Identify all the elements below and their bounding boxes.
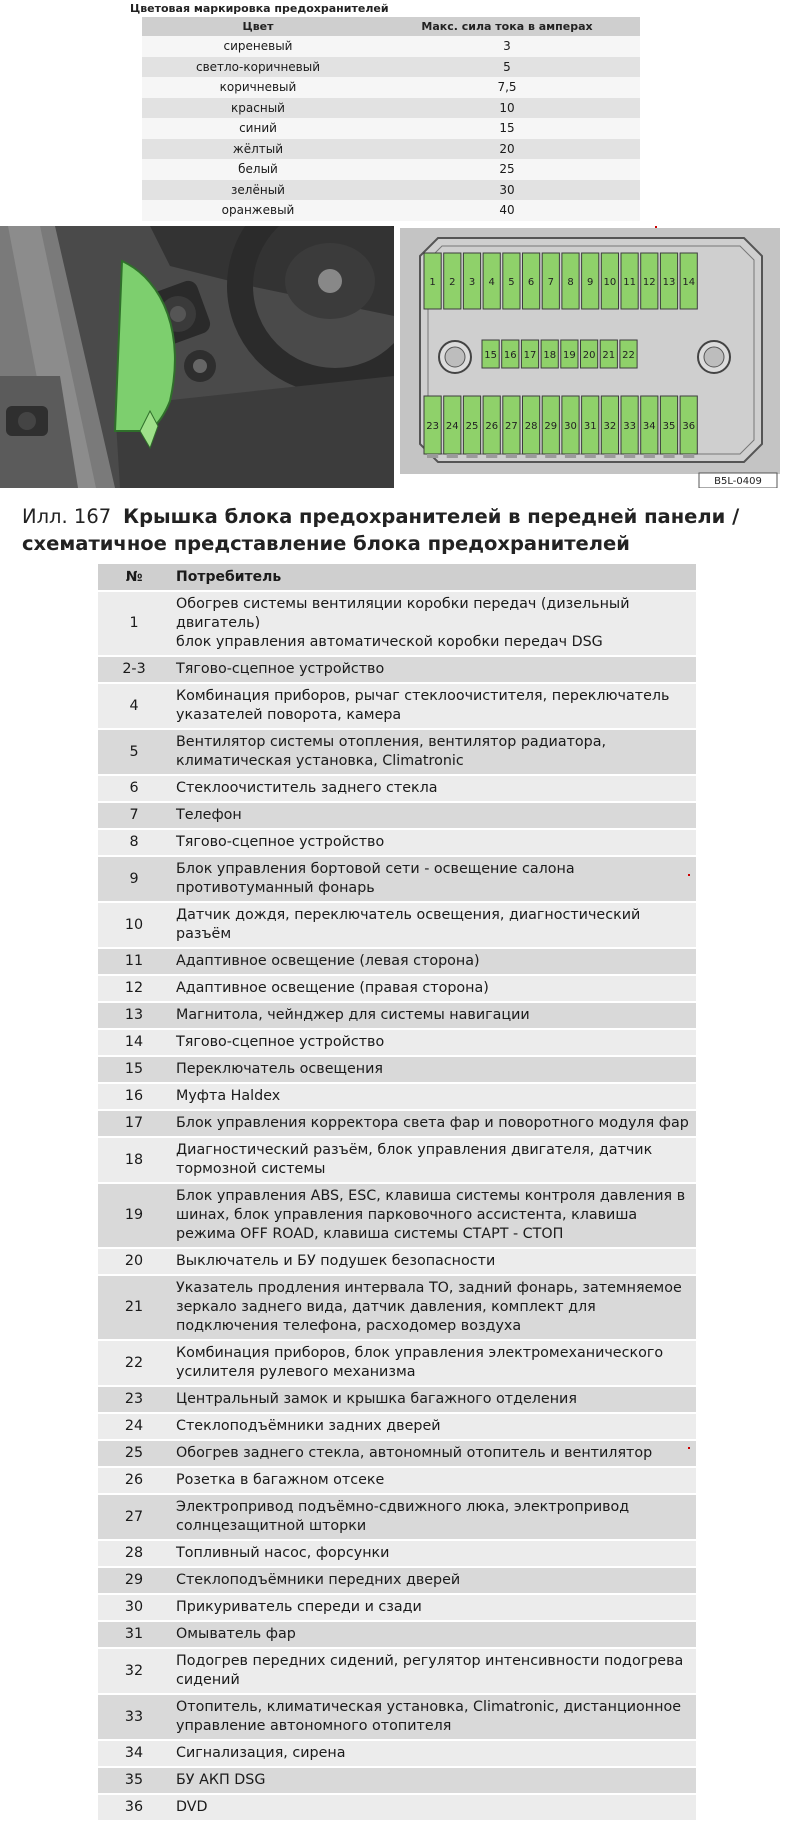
amperage-cell: 25	[374, 159, 640, 180]
fuse-row	[98, 1248, 696, 1275]
color-name-cell: сиреневый	[142, 36, 374, 57]
fuse-consumer-cell: Телефон	[170, 802, 696, 829]
fuse-number-cell: 36	[98, 1794, 170, 1821]
fuse-slot	[561, 340, 578, 368]
amperage-cell: 3	[374, 36, 640, 57]
fuse-number-label: 30	[564, 421, 577, 432]
fuse-consumer-cell: БУ АКП DSG	[170, 1767, 696, 1794]
fuse-slot	[424, 253, 441, 309]
fuse-slot	[641, 253, 658, 309]
fuse-slot	[562, 253, 579, 309]
dashboard-illustration	[0, 226, 394, 488]
fuse-number-label: 34	[642, 421, 656, 432]
fuse-slot	[483, 253, 500, 309]
fuse-number-label: 25	[465, 421, 479, 432]
fuse-box-schematic	[398, 226, 782, 488]
fuse-number-label: 15	[484, 350, 497, 361]
color-header-amps: Макс. сила тока в амперах	[374, 17, 640, 36]
fuse-row	[98, 1110, 696, 1137]
fuse-number-label: 4	[488, 277, 495, 288]
fuse-slot	[502, 340, 519, 368]
fuse-number-label: 22	[622, 350, 635, 361]
fuse-slot	[601, 396, 618, 454]
figure-title: Крышка блока предохранителей в передней панели / схематичное представление блока предохранителей	[22, 505, 740, 555]
fuse-consumer-cell: Блок управления ABS, ESC, клавиша системы контроля давления в шинах, блок управления парковочного ассистента, клавиша режима OFF ROAD, клавиша системы СТАРТ - СТОП	[170, 1183, 696, 1248]
fuse-number-cell: 22	[98, 1340, 170, 1386]
fuse-number-cell: 12	[98, 975, 170, 1002]
fuse-slot	[503, 396, 520, 454]
fuse-slot	[581, 340, 598, 368]
fuse-number-cell: 5	[98, 729, 170, 775]
print-mark	[655, 226, 657, 228]
fuse-number-label: 21	[602, 350, 616, 361]
fuse-row	[98, 1648, 696, 1694]
fuse-slot	[521, 340, 538, 368]
fuse-consumer-cell: Тягово-сцепное устройство	[170, 829, 696, 856]
fuse-number-cell: 7	[98, 802, 170, 829]
color-row	[142, 180, 640, 201]
fuse-slot	[621, 253, 638, 309]
color-name-cell: оранжевый	[142, 200, 374, 221]
fuse-row	[98, 1440, 696, 1467]
fuse-number-cell: 1	[98, 591, 170, 656]
amperage-cell: 40	[374, 200, 640, 221]
fuse-row	[98, 1137, 696, 1183]
fuse-row	[98, 1275, 696, 1340]
fuse-number-cell: 23	[98, 1386, 170, 1413]
fuse-number-label: 1	[429, 277, 436, 288]
color-name-cell: белый	[142, 159, 374, 180]
color-table-header	[142, 17, 640, 36]
fuse-number-cell: 30	[98, 1594, 170, 1621]
fuse-consumer-cell: Комбинация приборов, рычаг стеклоочистителя, переключатель указателей поворота, камера	[170, 683, 696, 729]
fuse-consumer-cell: Обогрев системы вентиляции коробки передач (дизельный двигатель) блок управления автоматической коробки передач DSG	[170, 591, 696, 656]
fuse-consumer-cell: Магнитола, чейнджер для системы навигации	[170, 1002, 696, 1029]
fuse-number-cell: 14	[98, 1029, 170, 1056]
fuse-slot	[424, 396, 441, 454]
fuse-number-label: 27	[505, 421, 518, 432]
fuse-row	[98, 1740, 696, 1767]
fuse-number-cell: 17	[98, 1110, 170, 1137]
fuse-number-cell: 20	[98, 1248, 170, 1275]
fuse-row	[98, 1794, 696, 1821]
fuse-slot	[641, 396, 658, 454]
amperage-cell: 5	[374, 57, 640, 78]
fuse-row	[98, 1386, 696, 1413]
fuse-number-label: 31	[583, 421, 597, 432]
fuse-number-cell: 8	[98, 829, 170, 856]
fuse-slot	[680, 253, 697, 309]
fuse-header-number: №	[98, 564, 170, 591]
fuse-row	[98, 975, 696, 1002]
color-row	[142, 139, 640, 160]
fuse-slot	[482, 340, 499, 368]
fuse-number-label: 17	[523, 350, 537, 361]
fuse-number-label: 5	[508, 277, 515, 288]
fuse-number-label: 13	[662, 277, 676, 288]
fuse-consumer-cell: Указатель продления интервала ТО, задний фонарь, затемняемое зеркало заднего вида, датчик давления, комплект для подключения телефона, расходомер воздуха	[170, 1275, 696, 1340]
fuse-number-label: 11	[623, 277, 636, 288]
fuse-consumer-cell: Розетка в багажном отсеке	[170, 1467, 696, 1494]
fuse-consumer-cell: DVD	[170, 1794, 696, 1821]
color-table-title: Цветовая маркировка предохранителей	[130, 2, 389, 15]
fuse-row	[98, 1056, 696, 1083]
fuse-number-cell: 24	[98, 1413, 170, 1440]
color-row	[142, 159, 640, 180]
color-name-cell: жёлтый	[142, 139, 374, 160]
fuse-consumer-cell: Комбинация приборов, блок управления электромеханического усилителя рулевого механизма	[170, 1340, 696, 1386]
figure-label: Илл. 167	[22, 505, 112, 528]
fuse-row	[98, 1029, 696, 1056]
amperage-cell: 30	[374, 180, 640, 201]
fuse-slot	[621, 396, 638, 454]
fuse-consumer-cell: Стеклоочиститель заднего стекла	[170, 775, 696, 802]
fuse-number-label: 14	[682, 277, 696, 288]
color-name-cell: светло-коричневый	[142, 57, 374, 78]
fuse-consumer-cell: Тягово-сцепное устройство	[170, 1029, 696, 1056]
fuse-number-label: 35	[662, 421, 676, 432]
color-row	[142, 36, 640, 57]
amperage-cell: 15	[374, 118, 640, 139]
fuse-number-cell: 11	[98, 948, 170, 975]
fuse-table-header	[98, 564, 696, 591]
fuse-assignment-table	[98, 564, 696, 1822]
fuse-row	[98, 829, 696, 856]
fuse-number-label: 6	[527, 277, 535, 288]
fuse-number-cell: 21	[98, 1275, 170, 1340]
fuse-slot	[542, 253, 559, 309]
fuse-consumer-cell: Прикуриватель спереди и сзади	[170, 1594, 696, 1621]
fuse-consumer-cell: Стеклоподъёмники задних дверей	[170, 1413, 696, 1440]
fuse-consumer-cell: Датчик дождя, переключатель освещения, диагностический разъём	[170, 902, 696, 948]
fuse-slot	[582, 253, 599, 309]
fuse-number-label: 7	[547, 277, 554, 288]
fuse-slot	[601, 253, 618, 309]
fuse-number-cell: 2-3	[98, 656, 170, 683]
fuse-row	[98, 902, 696, 948]
fuse-number-cell: 18	[98, 1137, 170, 1183]
fuse-color-table	[142, 17, 640, 221]
fuse-consumer-cell: Муфта Haldex	[170, 1083, 696, 1110]
fuse-slot	[582, 396, 599, 454]
fuse-row	[98, 775, 696, 802]
color-header-color: Цвет	[142, 17, 374, 36]
fuse-number-cell: 32	[98, 1648, 170, 1694]
amperage-cell: 20	[374, 139, 640, 160]
fuse-slot	[463, 396, 480, 454]
color-name-cell: красный	[142, 98, 374, 119]
fuse-consumer-cell: Подогрев передних сидений, регулятор интенсивности подогрева сидений	[170, 1648, 696, 1694]
fuse-consumer-cell: Переключатель освещения	[170, 1056, 696, 1083]
fuse-number-label: 23	[426, 421, 439, 432]
fuse-consumer-cell: Блок управления корректора света фар и поворотного модуля фар	[170, 1110, 696, 1137]
fuse-number-label: 24	[445, 421, 459, 432]
fuse-slot	[660, 253, 677, 309]
fuse-number-cell: 10	[98, 902, 170, 948]
dashboard-photo	[0, 226, 394, 488]
color-row	[142, 57, 640, 78]
fuse-row	[98, 1694, 696, 1740]
fuse-row	[98, 1494, 696, 1540]
fuse-row	[98, 802, 696, 829]
fuse-consumer-cell: Омыватель фар	[170, 1621, 696, 1648]
fuse-slot	[444, 396, 461, 454]
fuse-number-cell: 34	[98, 1740, 170, 1767]
fuse-slot	[463, 253, 480, 309]
fuse-consumer-cell: Отопитель, климатическая установка, Climatronic, дистанционное управление автономного отопителя	[170, 1694, 696, 1740]
fuse-slot	[503, 253, 520, 309]
fuse-consumer-cell: Сигнализация, сирена	[170, 1740, 696, 1767]
fuse-number-label: 9	[587, 277, 594, 288]
fuse-number-label: 29	[544, 421, 558, 432]
fuse-number-label: 28	[524, 421, 538, 432]
fuse-row	[98, 729, 696, 775]
fuse-consumer-cell: Блок управления бортовой сети - освещение салона противотуманный фонарь	[170, 856, 696, 902]
fuse-consumer-cell: Выключатель и БУ подушек безопасности	[170, 1248, 696, 1275]
fuse-slot	[660, 396, 677, 454]
fuse-row	[98, 1002, 696, 1029]
color-name-cell: коричневый	[142, 77, 374, 98]
fuse-row	[98, 683, 696, 729]
fuse-row	[98, 948, 696, 975]
fuse-number-label: 26	[485, 421, 499, 432]
fuse-box-diagram	[398, 226, 782, 488]
fuse-number-label: 10	[603, 277, 617, 288]
fuse-number-label: 36	[682, 421, 696, 432]
fuse-number-cell: 13	[98, 1002, 170, 1029]
fuse-row	[98, 1083, 696, 1110]
fuse-number-label: 19	[563, 350, 576, 361]
print-mark	[688, 1447, 690, 1449]
fuse-consumer-cell: Адаптивное освещение (левая сторона)	[170, 948, 696, 975]
fuse-row	[98, 1621, 696, 1648]
fuse-number-cell: 35	[98, 1767, 170, 1794]
fuse-slot	[523, 253, 540, 309]
fuse-number-cell: 26	[98, 1467, 170, 1494]
fuse-header-consumer: Потребитель	[170, 564, 696, 591]
fuse-number-cell: 28	[98, 1540, 170, 1567]
fuse-slot	[444, 253, 461, 309]
fuse-number-label: 32	[603, 421, 617, 432]
fuse-number-label: 20	[582, 350, 596, 361]
fuse-number-label: 8	[567, 277, 574, 288]
fuse-slot	[620, 340, 637, 368]
color-row	[142, 200, 640, 221]
fuse-consumer-cell: Диагностический разъём, блок управления двигателя, датчик тормозной системы	[170, 1137, 696, 1183]
fuse-consumer-cell: Стеклоподъёмники передних дверей	[170, 1567, 696, 1594]
fuse-row	[98, 856, 696, 902]
fuse-slot	[483, 396, 500, 454]
amperage-cell: 10	[374, 98, 640, 119]
fuse-number-label: 33	[623, 421, 636, 432]
fuse-number-cell: 29	[98, 1567, 170, 1594]
amperage-cell: 7,5	[374, 77, 640, 98]
fuse-number-label: 12	[642, 277, 656, 288]
fuse-slot	[600, 340, 617, 368]
fuse-number-cell: 15	[98, 1056, 170, 1083]
color-name-cell: зелёный	[142, 180, 374, 201]
fuse-consumer-cell: Обогрев заднего стекла, автономный отопитель и вентилятор	[170, 1440, 696, 1467]
figure-code: B5L-0409	[714, 476, 762, 487]
fuse-number-cell: 4	[98, 683, 170, 729]
fuse-slot	[542, 396, 559, 454]
fuse-consumer-cell: Вентилятор системы отопления, вентилятор радиатора, климатическая установка, Climatronic	[170, 729, 696, 775]
fuse-row	[98, 1540, 696, 1567]
figure-caption	[22, 503, 762, 557]
fuse-consumer-cell: Топливный насос, форсунки	[170, 1540, 696, 1567]
fuse-number-cell: 33	[98, 1694, 170, 1740]
fuse-number-cell: 16	[98, 1083, 170, 1110]
fuse-row	[98, 1183, 696, 1248]
fuse-number-cell: 31	[98, 1621, 170, 1648]
color-row	[142, 118, 640, 139]
fuse-number-cell: 6	[98, 775, 170, 802]
fuse-consumer-cell: Центральный замок и крышка багажного отделения	[170, 1386, 696, 1413]
fuse-number-cell: 25	[98, 1440, 170, 1467]
color-name-cell: синий	[142, 118, 374, 139]
fuse-consumer-cell: Адаптивное освещение (правая сторона)	[170, 975, 696, 1002]
fuse-row	[98, 1567, 696, 1594]
fuse-number-cell: 9	[98, 856, 170, 902]
fuse-row	[98, 1340, 696, 1386]
fuse-number-label: 3	[468, 277, 476, 288]
fuse-slot	[680, 396, 697, 454]
fuse-consumer-cell: Тягово-сцепное устройство	[170, 656, 696, 683]
fuse-row	[98, 1767, 696, 1794]
fuse-number-label: 16	[503, 350, 517, 361]
fuse-consumer-cell: Электропривод подъёмно-сдвижного люка, электропривод солнцезащитной шторки	[170, 1494, 696, 1540]
fuse-row	[98, 1594, 696, 1621]
fuse-slot	[523, 396, 540, 454]
fuse-row	[98, 591, 696, 656]
fuse-number-cell: 19	[98, 1183, 170, 1248]
color-row	[142, 98, 640, 119]
print-mark	[688, 874, 690, 876]
color-row	[142, 77, 640, 98]
fuse-slot	[562, 396, 579, 454]
fuse-row	[98, 656, 696, 683]
fuse-number-label: 18	[543, 350, 557, 361]
fuse-slot	[541, 340, 558, 368]
fuse-number-cell: 27	[98, 1494, 170, 1540]
fuse-number-label: 2	[449, 277, 456, 288]
fuse-row	[98, 1467, 696, 1494]
fuse-row	[98, 1413, 696, 1440]
